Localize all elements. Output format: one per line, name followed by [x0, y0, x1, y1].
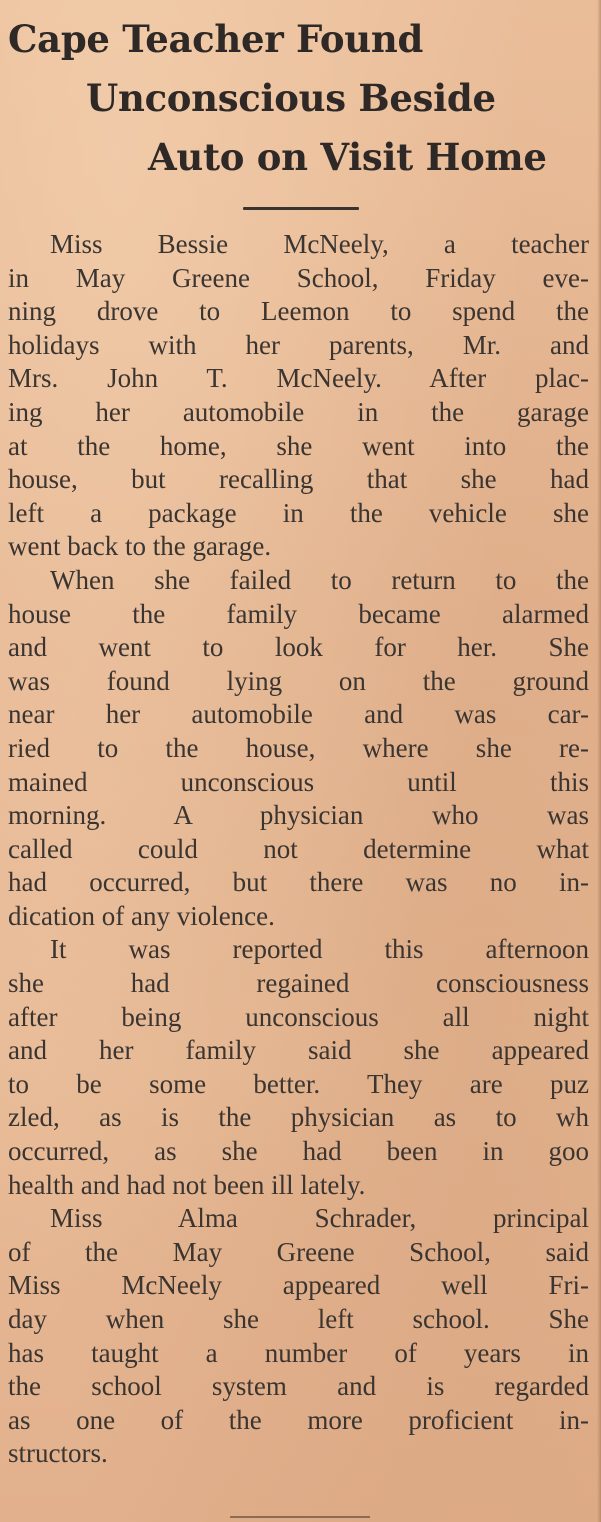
text-line: dication of any violence.: [8, 900, 275, 931]
paragraph-4: [8, 1202, 589, 1471]
text-line: ning drove to Leemon to spend the: [8, 296, 589, 327]
text-line: Miss Alma Schrader, principal: [50, 1203, 589, 1234]
paragraph-3: [8, 933, 589, 1202]
text-line: as one of the more proficient in-: [8, 1404, 589, 1435]
text-line: near her automobile and was car-: [8, 699, 589, 730]
text-line: house, but recalling that she had: [8, 464, 589, 495]
headline-line-2: Unconscious Beside: [86, 76, 496, 120]
bottom-divider: [230, 1516, 370, 1518]
text-line: health and had not been ill lately.: [8, 1169, 366, 1200]
text-line: occurred, as she had been in goo: [8, 1136, 589, 1167]
text-line: went back to the garage.: [8, 531, 272, 562]
text-line: house the family became alarmed: [8, 598, 589, 629]
text-line: When she failed to return to the: [50, 564, 589, 595]
headline-line-3: Auto on Visit Home: [148, 135, 547, 179]
text-line: mained unconscious until this: [8, 766, 589, 797]
text-line: after being unconscious all night: [8, 1001, 589, 1032]
text-line: was found lying on the ground: [8, 665, 589, 696]
article-body: [0, 228, 601, 1471]
text-line: holidays with her parents, Mr. and: [8, 329, 589, 360]
text-line: left a package in the vehicle she: [8, 497, 589, 528]
text-line: ing her automobile in the garage: [8, 396, 589, 427]
text-line: of the May Greene School, said: [8, 1236, 589, 1267]
text-line: had occurred, but there was no in-: [8, 867, 589, 898]
headline: [0, 0, 601, 187]
text-line: to be some better. They are puz: [8, 1068, 589, 1099]
clipping-edge: [597, 0, 601, 1522]
paragraph-2: [8, 564, 589, 934]
headline-line-1: Cape Teacher Found: [8, 17, 424, 61]
text-line: she had regained consciousness: [8, 968, 589, 999]
text-line: the school system and is regarded: [8, 1371, 589, 1402]
text-line: Miss McNeely appeared well Fri-: [8, 1270, 589, 1301]
text-line: in May Greene School, Friday eve-: [8, 262, 589, 293]
text-line: at the home, she went into the: [8, 430, 589, 461]
text-line: has taught a number of years in: [8, 1337, 589, 1368]
text-line: morning. A physician who was: [8, 800, 589, 831]
paragraph-1: [8, 228, 589, 564]
text-line: It was reported this afternoon: [50, 934, 589, 965]
text-line: and went to look for her. She: [8, 632, 589, 663]
headline-divider: [243, 207, 359, 210]
text-line: Mrs. John T. McNeely. After plac-: [8, 363, 589, 394]
text-line: day when she left school. She: [8, 1304, 589, 1334]
text-line: zled, as is the physician as to wh: [8, 1102, 589, 1133]
text-line: and her family said she appeared: [8, 1035, 589, 1066]
text-line: called could not determine what: [8, 833, 589, 864]
text-line: Miss Bessie McNeely, a teacher: [50, 229, 589, 259]
text-line: ried to the house, where she re-: [8, 732, 589, 763]
text-line: structors.: [8, 1438, 108, 1469]
